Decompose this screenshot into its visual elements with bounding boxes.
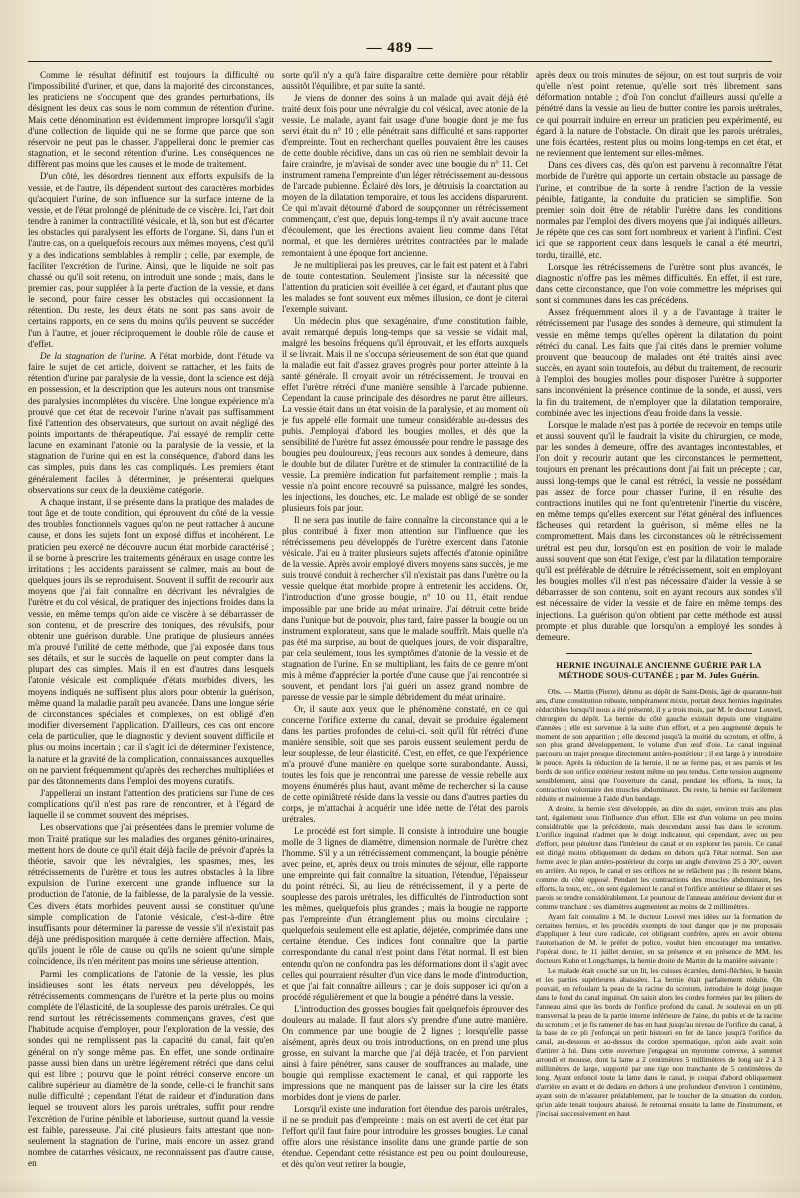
article-title: HERNIE INGUINALE ANCIENNE GUÉRIE PAR LA MÉTHODE SOUS-CUTANÉE ; par M. Jules Guérin. (556, 660, 762, 681)
paragraph: Les observations que j'ai présentées dans le premier volume de mon Traité pratique sur les maladies des organes génito-urinaires, mettent hors de doute ce qu'il était déjà facile de prévoir d'après la théorie, savoir que les névralgies, les spasmes, mes, les rétrécissements de l'urètre et tous les autres obstacles à la libre expulsion de l'urine exercent une grande influence sur la production de l'atonie, de la faiblesse, de la paralysie de la vessie. Ces divers états morbides peuvent aussi se constituer qu'une simple complication de l'atonie vésicale, c'est-à-dire être insuffisants pour déterminer la paresse de vessie s'il n'existait pas déjà une prédisposition marquée à cette dernière affection. Mais, qu'ils jouent le rôle de cause ou qu'ils ne soient qu'une simple coïncidence, ils n'en méritent pas moins une sérieuse attention. (28, 822, 274, 967)
paragraph: Un médecin plus que sexagénaire, d'une constitution faible, avait remarqué depuis long-temps que sa vessie se vidait mal, malgré les besoins fréquens qu'il éprouvait, et les efforts auxquels il se livrait. Mais il ne s'occupa sérieusement de son état que quand la maladie eut fait d'assez graves progrès pour porter atteinte à la santé générale. Il croyait avoir un rétrécissement. Je trouvai en effet l'urètre rétréci d'une manière sensible à l'arcade pubienne. Cependant la cause principale des désordres ne parut être ailleurs. La vessie était dans un état voisin de la paralysie, et au moment où je fus appelé elle formait une tumeur considérable au-dessus des pubis. J'employai d'abord les bougies molles, et dès que la sensibilité de l'urètre fut assez émoussée pour rendre le passage des bougies peu douloureux, j'eus recours aux sondes à demeure, dans le double but de dilater l'urètre et de stimuler la contractilité de la vessie. La première indication fut parfaitement remplie ; mais la vessie n'a point encore recouvré sa puissance, malgré les sondes, les injections, les douches, etc. Le malade est obligé de se sonder plusieurs fois par jour. (282, 315, 528, 514)
paragraph: Je viens de donner des soins à un malade qui avait déjà été traité deux fois pour une névralgie du col vésical, avec atonie de la vessie. Le malade, ayant fait usage d'une bougie dont je me fus servi était du n° 10 ; elle pénétrait sans difficulté et sans rapporter d'empreinte. Tout en recherchant quelles pouvaient être les causes de cette double récidive, dans un cas où rien ne semblait devoir la faire craindre, je m'avisai de sonder avec une bougie du n° 11. Cet instrument ramena l'empreinte d'un léger rétrécissement au-dessous de l'arcade pubienne. Éclairé dès lors, je détruisis la coarctation au moyen de la dilatation temporaire, et tous les accidens disparurent. Ce qui m'avait détourné d'abord de soupçonner un rétrécissement commençant, c'est que, depuis long-temps il n'y avait aucune trace d'écoulement, que les érections avaient lieu comme dans l'état normal, et que les dernières urétrites contractées par le malade remontaient à une époque fort ancienne. (282, 93, 528, 258)
paragraph: sorte qu'il n'y a qu'à faire disparaître cette dernière pour rétablir aussitôt l'équilibre, et par suite la santé. (282, 70, 528, 92)
column-middle (282, 70, 528, 1170)
section-divider (566, 653, 752, 654)
section-subheading: De la stagnation de l'urine. (40, 350, 147, 361)
paragraph: Il ne sera pas inutile de faire connaître la circonstance qui a le plus contribué à fixer mon attention sur l'influence que les rétrécissemens peu développés de l'urètre exercent dans l'atonie vésicale. J'ai eu à traiter plusieurs sujets affectés d'atonie opiniâtre de la vessie. Après avoir employé divers moyens sans succès, je me suis trouvé conduit à rechercher s'il n'existait pas dans l'urètre ou la vessie quelque état morbide propre à entretenir les accidens. Or, l'introduction d'une grosse bougie, n° 10 ou 11, était rendue impossible par une bride au méat urinaire. J'ai détruit cette bride dans l'unique but de pouvoir, plus tard, faire passer la bougie ou un instrument explorateur, sans que le malade souffrît. Mais quelle n'a pas été ma surprise, au bout de quelques jours, de voir disparaître, par cela seulement, tous les symptômes d'atonie de la vessie et de stagnation de l'urine. En se multipliant, les faits de ce genre m'ont mis à même d'apprécier la portée d'une cause que j'ai rencontrée si souvent, et pendant lors j'ai guéri un assez grand nombre de paresse de vessie par le simple débridement du méat urinaire. (282, 515, 528, 702)
paragraph: A droite, la hernie s'est développée, au dire du sujet, environ trois ans plus tard, également sous l'influence d'un effort. Elle est d'un volume un peu moins considérable que la précédente, mais descendant aussi bas dans le scrotum. L'orifice inguinal n'admet que le doigt indicateur, qui cependant, avec un peu d'effort, peut pénétrer dans l'intérieur du canal et en explorer les parois. Ce canal est dirigé moins obliquement de dedans en dehors qu'à l'état normal. Son axe forme avec le plan antéro-postérieur du corps un angle d'environ 25 à 30°, ouvert en arrière. Au repos, le canal et ses orifices ne se relâchent pas ; ils restent béans, comme du côté opposé. Pendant les contractions des muscles abdominaux, les efforts, la toux, etc., on sent également le canal et l'orifice antérieur se dilater et ses parois se tendre considérablement. Le pourtour de l'anneau antérieur devient dur et comme tranchant : ses diamètres augmentent au moins de 2 millimètres. (536, 803, 782, 911)
paragraph: Parmi les complications de l'atonie de la vessie, les plus insidieuses sont les états nerveux peu développés, les rétrécissements commençans de l'urètre et la perte plus ou moins complète de l'élasticité, de la souplesse des parois urétrales. Ce qui rend surtout les rétrécissements commençans graves, c'est que l'habitude acquise d'employer, pour l'exploration de la vessie, des sondes qui ne remplissent pas la capacité du canal, fait qu'en général on n'y songe même pas. En effet, une sonde ordinaire passe aussi bien dans un urètre légèrement rétréci que dans celui qui est libre ; pourvu que le point rétréci conserve encore un calibre supérieur au diamètre de la sonde, celle-ci le franchit sans nulle difficulté ; cependant l'état de raideur et d'induration dans lequel se trouvent alors les parois urétrales, suffit pour rendre l'excrétion de l'urine pénible et laborieuse, surtout quand la vessie est faible, paresseuse. J'ai cité plusieurs faits attestant que non-seulement la stagnation de l'urine, mais encore un assez grand nombre de catarrhes vésicaux, ne reconnaissent pas d'autre cause, en (28, 968, 274, 1169)
page-bottom-edge (0, 1178, 800, 1192)
paragraph: A chaque instant, il se présente dans la pratique des malades de tout âge et de toute condition, qui éprouvent du côté de la vessie des troubles fonctionnels vagues qu'on ne peut rattacher à aucune cause, et dons les sujets font un exposé diffus et incohérent. Le praticien peu exercé ne découvre aucun état morbide caractérisé ; il se borne à prescrire les traitements généraux en usage contre les irritations ; les accidents paraissent se calmer, mais au bout de quelques jours ils se reproduisent. Souvent il suffit de recourir aux moyens que j'ai fait connaître en décrivant les névralgies de l'urètre et du col vésical, de pratiquer des injections froides dans la vessie, en même temps qu'on aide ce viscère à se débarrasser de son contenu, et de prescrire des toniques, des révulsifs, pour obtenir une guérison durable. Une pratique de plusieurs années m'a prouvé l'utilité de cette méthode, que j'ai exposée dans tous ses détails, et sur le succès de laquelle on peut compter dans la plupart des cas simples. Mais il en est d'autres dans lesquels l'atonie vésicale est compliquée d'états morbides divers, les moyens indiqués ne suffisent plus alors pour obtenir la guérison, même quand la maladie paraît peu avancée. Dans une longue série de circonstances spéciales et complexes, on est obligé d'en modifier diversement l'application. D'ailleurs, ces cas ont encore cela de particulier, que le diagnostic y devient souvent difficile et plus ou moins incertain ; car il s'agit ici de déterminer l'existence, la nature et la gravité de la complication, connaissances auxquelles on ne parvient fréquemment qu'après des recherches multipliées et par des tâtonnements dans l'emploi des moyens curatifs. (28, 496, 274, 786)
paragraph (28, 351, 274, 496)
paragraph: Comme le résultat définitif est toujours la difficulté ou l'impossibilité d'uriner, et que, dans la majorité des circonstances, les praticiens ne s'occupent que des grandes perturbations, ils désignent les deux cas sous le nom commun de rétention d'urine. Mais cette dénomination est évidemment impropre lorsqu'il s'agit d'une collection de liquide qui ne se forme que parce que son réservoir ne peut pas le chasser. J'appellerai donc le premier cas stagnation, et le second rétention d'urine. Les conséquences ne diffèrent pas moins que les causes et le mode de traitement. (28, 70, 274, 170)
paragraph: Ayant fait connaître à M. le docteur Louvel mes idées sur la formation de certaines hernies, et les procédés exempts de tout danger que je me proposais d'appliquer à leur cure radicale, cet obligeant confrère, après en avoir obtenu l'autorisation de M. le préfet de police, voulut bien encourager ma tentative. J'opérai donc, le 11 juillet dernier, en sa présence et en présence de MM. les docteurs Kuhn et Longchamps, la hernie droite de Martin de la manière suivante : (536, 911, 782, 966)
observation-block (536, 688, 782, 1119)
paragraph: Lorsqu'il existe une induration fort étendue des parois urétrales, il ne se produit pas d'empreinte : mais on est averti de cet état par l'effort qu'il faut faire pour introduire les grosses bougies. Le canal offre alors une résistance insolite dans une grande partie de son étendue. Cependant cette résistance est peu ou point douloureuse, et dès qu'on veut retirer la bougie, (282, 1103, 528, 1170)
page-number: — 489 — (366, 40, 434, 56)
column-left (28, 70, 274, 1169)
paragraph: Obs. — Martin (Pierre), détenu au dépôt de Saint-Denis, âgé de quarante-huit ans, d'une constitution robuste, tempérament mixte, portait deux hernies inguinales réductibles lorsqu'il nous a été présenté, il y a trois mois, par M. le docteur Louvel, chirurgien du dépôt. La hernie du côté gauche existait depuis une vingtaine d'années ; elle est survenue à la suite d'un effort, et a peu augmenté depuis le moment de son apparition ; elle descend jusqu'à la moitié du scrotum, et offre, à son plus grand développement, le volume d'un œuf d'oie. Le canal inguinal parcouru un trajet presque directement antéro-postérieur ; il est large à y introduire le pouce. Après la réduction de la hernie, il ne se ferme pas, et ses parois et les bords de son orifice extérieur restent même un peu tendus. Cette tension augmente sensiblement, ainsi que l'ouverture du canal, pendant les efforts, la toux, la contraction volontaire des muscles abdominaux. Du reste, la hernie est facilement réduite et maintenue à l'aide d'un bandage. (536, 686, 782, 803)
paragraph: D'un côté, les désordres tiennent aux efforts expulsifs de la vessie, et de l'autre, ils dépendent surtout des caractères morbides qu'acquiert l'urine, de son influence sur la surface interne de la vessie, et de l'état prolongé de plénitude de ce viscère. Ici, l'art doit tendre à ranimer la contractilité vésicale, et là, son but est d'écarter les obstacles qui paralysent les efforts de l'organe. Si, dans l'un et l'autre cas, on a quelquefois recours aux mêmes moyens, c'est qu'il y a des indications semblables à remplir ; celle, par exemple, de faciliter l'excrétion de l'urine. Ainsi, que le liquide ne soit pas chassé ou qu'il soit retenu, on introduit une sonde ; mais, dans le premier cas, pour suppléer à la perte d'action de la vessie, et dans le second, pour faire cesser les obstacles qui occasionnent la rétention. Du reste, les deux états ne sont pas sans avoir de certains rapports, en ce sens du moins qu'ils peuvent se succéder l'un à l'autre, et jouer réciproquement le double rôle de cause et d'effet. (28, 171, 274, 349)
paragraph: Je ne multiplierai pas les preuves, car le fait est patent et à l'abri de toute contestation. Seulement j'insiste sur la nécessité que l'attention du praticien soit éveillée à cet égard, et d'autant plus que les malades se font souvent eux mêmes illusion, ce dont je citerai l'exemple suivant. (282, 259, 528, 314)
column-right (536, 70, 782, 1118)
paragraph: J'appellerai un instant l'attention des praticiens sur l'une de ces complications qu'il n'est pas rare de rencontrer, et à l'égard de laquelle il se commet souvent des méprises. (28, 788, 274, 821)
paragraph: Assez fréquemment alors il y a de l'avantage à traiter le rétrécissement par l'usage des sondes à demeure, qui stimulent la vessie en même temps qu'elles opèrent la dilatation du point rétréci du canal. Les faits que j'ai cités dans le premier volume prouvent que beaucoup de malades ont été traités ainsi avec succès, en ayant soin toutefois, au début du traitement, de recourir à l'emploi des bougies molles pour disposer l'urètre à supporter sans inconvénient la présence continue de la sonde, et aussi, vers la fin du traitement, de n'employer que la dilatation temporaire, combinée avec les injections d'eau froide dans la vessie. (536, 307, 782, 418)
paragraph: L'introduction des grosses bougies fait quelquefois éprouver des douleurs au malade. Il faut alors s'y prendre d'une autre manière. On commence par une bougie de 2 lignes ; lorsqu'elle passe aisément, après deux ou trois introductions, on en prend une plus grosse, en suivant la marche que j'ai déjà tracée, et l'on parvient ainsi à faire pénétrer, sans causer de souffrances au malade, une bougie qui remplisse exactement le canal, et qui rapporte les impressions que ne manquent pas de laisser sur la cire les états morbides dont je viens de parler. (282, 1003, 528, 1102)
paragraph: Dans ces divers cas, dès qu'on est parvenu à reconnaître l'état morbide de l'urètre qui apporte un certain obstacle au passage de l'urine, et contribue de la sorte à rendre l'action de la vessie pénible, fatigante, la conduite du praticien se simplifie. Son premier soin doit être de rétablir l'urètre dans les conditions normales par l'emploi des divers moyens que j'ai indiqués ailleurs. Je répète que ces cas sont fort nombreux et varient à l'infini. C'est ici que se rapportent ceux dans lesquels le canal a été meurtri, tordu, tiraillé, etc. (536, 160, 782, 260)
paragraph: Le malade était couché sur un lit, les cuisses écartées, demi-fléchies, le bassin et les parties supérieures abaissées. La hernie était parfaitement réduite. On pouvait, en refoulant la peau de la racine du scrotum, introduire le doigt jusque dans le fond du canal inguinal. On saisit alors les cordes formées par les piliers de l'anneau ainsi que les bords de l'orifice profond du canal. Je soulevai en un pli transversal la peau de la partie interne inférieure de l'aine, du pubis et de la racine du scrotum ; et je fis ramener de bas en haut jusqu'au niveau de l'orifice du canal, à la base de ce pli j'enfonçai un petit bistouri en fer de lance jusqu'à l'orifice du canal, au-dessous et au-dessus du cordon spermatique, qu'on aide avait soin d'attirer à lui. Dans cette ouverture j'engageai un myotome convexe, à sommet arrondi et mousse, dont la lame a 2 centimètres 5 millimètres de long sur 2 à 3 millimètres de large, supporté par une tige non tranchante de 5 centimètres de long. Ayant enfoncé toute la lame dans le canal, je coupai d'abord obliquement d'arrière en avant et de dedans en dehors à une profondeur d'environ 1 centimètre, ayant soin de m'assurer préalablement, par le toucher de la situation du cordon, qu'un aide tenait toujours abaissé. Je retournai ensuite la lame de l'instrument, et j'incisai successivement en haut (536, 966, 782, 1118)
paragraph: Lorsque le malade n'est pas à portée de recevoir en temps utile et aussi souvent qu'il le faudrait la visite du chirurgien, ce mode, par les sondes à demeure, offre des avantages incontestables, et l'on doit y recourir autant que les circonstances le permettent, toujours en prenant les précautions dont j'ai fait un précepte ; car, aussi long-temps que le canal est rétréci, la vessie ne possédant pas assez de force pour chasser l'urine, il en résulte des contractions inutiles qui ne font qu'entretenir l'inertie du viscère, en même temps qu'elles exercent sur l'état général des influences fâcheuses qui retardent la guérison, si même elles ne la compromettent. Mais dans les circonstances où le rétrécissement urétral est peu dur, lorsqu'on est en position de voir le malade aussi souvent que son état l'exige, c'est par la dilatation temporaire qu'il est préférable de détruire le rétrécissement, soit en employant les bougies molles s'il n'est pas nécessaire d'aider la vessie à se débarrasser de son contenu, soit en ayant recours aux sondes s'il est nécessaire de vider la vessie et de faire en même temps des injections. La guérison qu'on obtient par cette méthode est aussi prompte et plus durable que lorsqu'on a employé les sondes à demeure. (536, 419, 782, 642)
paragraph: Or, il saute aux yeux que le phénomène constaté, en ce qui concerne l'orifice externe du canal, devait se produire également dans les parties profondes de celui-ci. soit qu'il fût rétréci d'une manière sensible, soit que ses parois eussent seulement perdu de leur souplesse, de leur élasticité. C'est, en effet, ce que l'expérience m'a prouvé d'une manière en quelque sorte surabondante. Aussi, toutes les fois que je rencontrai une paresse de vessie rebelle aux moyens énumérés plus haut, avant même de rechercher si la cause de cette opiniâtreté réside dans la vessie ou dans d'autres parties du corps, je m'attachai à acquérir une idée nette de l'état des parois urétrales. (282, 703, 528, 825)
paragraph: Le procédé est fort simple. Il consiste à introduire une bougie molle de 3 lignes de diamètre, dimension normale de l'urètre chez l'homme. S'il y a un rétrécissement commençant, la bougie pénètre avec peine, et, après deux ou trois minutes de séjour, elle rapporte une empreinte qui fait connaître la situation, l'étendue, l'épaisseur du point rétréci. Si, au lieu de rétrécissement, il y a perte de souplesse des parois urétrales, les difficultés de l'introduction sont les mêmes, quelquefois plus grandes ; mais la bougie ne rapporte pas l'empreinte d'un étranglement plus ou moins circulaire ; quelquefois seulement elle est aplatie, déjetée, comprimée dans une certaine étendue. Ces indices font connaître que la partie correspondante du canal n'est point dans l'état normal. Il est bien entendu qu'on ne confondra pas les déformations dont il s'agit avec celles qui pourraient résulter d'un vice dans le mode d'introduction, et que j'ai fait connaître ailleurs ; car je dois supposer ici qu'on a procédé régulièrement et que la bougie a pénétré dans la vessie. (282, 826, 528, 1002)
paragraph-text: A l'état morbide, dont l'étude va faire le sujet de cet article, doivent se rattacher, et les faits de rétention d'urine par paralysie de la vessie, dont la science est déjà en possession, et la description que les auteurs nous ont transmise des paralysies incomplètes du viscère. Une longue expérience m'a prouvé que cet état de recevoir l'urine n'avait pas suffisamment fixé l'attention des observateurs, que surtout on avait négligé des points importants de thérapeutique. J'ai essayé de remplir cette lacune en examinant l'atonie ou la paralysie de la vessie, et la stagnation de l'urine qui en est la conséquence, d'abord dans les cas simples, puis dans les cas compliqués. Les premiers étant généralement faciles à déterminer, je présenterai quelques observations sur ceux de la deuxième catégorie. (28, 350, 274, 495)
paragraph: Lorsque les rétrécissemens de l'urètre sont plus avancés, le diagnostic n'offre pas les mêmes difficultés. En effet, il est rare, dans cette circonstance, que l'on voie commettre les méprises qui sont si communes dans les cas précédens. (536, 261, 782, 306)
paragraph: après deux ou trois minutes de séjour, on est tout surpris de voir qu'elle n'est point retenue, qu'elle sort très librement sans déformation notable ; d'où l'on conclut d'ailleurs aussi qu'elle a pénétré dans la vessie au lieu de butter contre les parois urétrales, ce qui pourrait induire en erreur un praticien peu expérimenté, eu égard à la nature de l'obstacle. On dirait que les parois urétrales, une fois écartées, restent plus ou moins long-temps en cet état, et ne reviennent que lentement sur elles-mêmes. (536, 70, 782, 159)
header-rule (28, 61, 772, 62)
